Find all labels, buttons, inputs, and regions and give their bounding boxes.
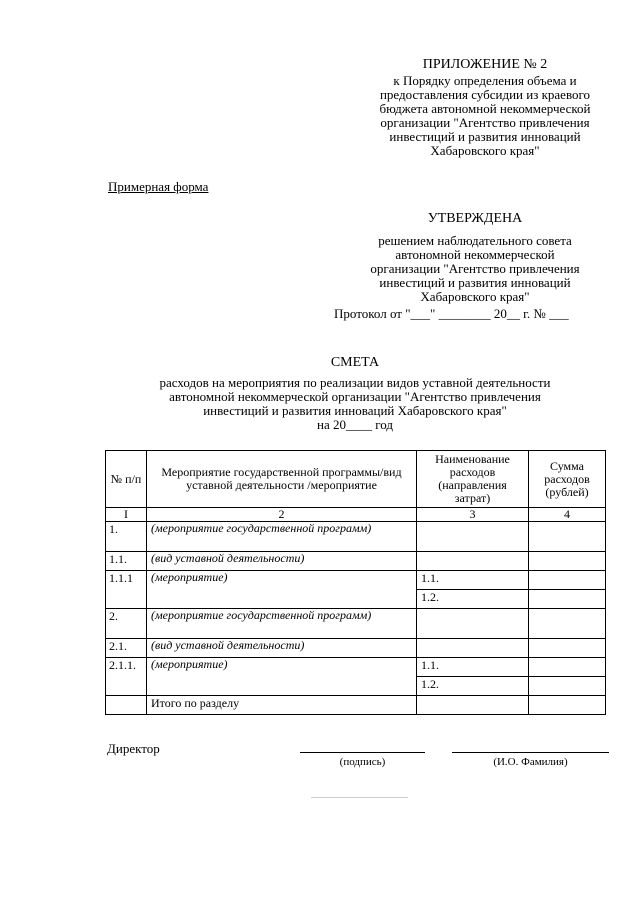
- table-row: [106, 639, 606, 658]
- total-row: [106, 696, 606, 715]
- estimate-heading: [110, 356, 600, 432]
- estimate-title: СМЕТА: [330, 355, 380, 370]
- sum-cell: [529, 571, 606, 590]
- expense-cell: 1.2.: [417, 590, 529, 609]
- expense-cell: 1.1.: [417, 571, 529, 590]
- row-number: 2.1.1.: [106, 658, 147, 696]
- row-number: 1.: [106, 522, 147, 552]
- row-event: (мероприятие государственной программ): [147, 522, 417, 552]
- row-event: (мероприятие): [147, 571, 417, 609]
- table-row: [106, 571, 606, 590]
- approval-line: организации "Агентство привлечения: [370, 261, 580, 276]
- annex-line: инвестиций и развития инноваций: [389, 129, 581, 144]
- sample-form-label: Примерная форма: [108, 179, 209, 194]
- estimate-line: инвестиций и развития инноваций Хабаровского края": [203, 403, 507, 418]
- approval-line: автономной некоммерческой: [395, 247, 555, 262]
- row-event: (вид уставной деятельности): [147, 552, 417, 571]
- protocol-line: Протокол от "___" ________ 20__ г. № ___: [334, 306, 569, 321]
- table-row: [106, 658, 606, 677]
- index-cell: 4: [529, 508, 606, 522]
- annex-title: ПРИЛОЖЕНИЕ № 2: [422, 57, 548, 72]
- annex-line: бюджета автономной некоммерческой: [379, 101, 591, 116]
- header-num: № п/п: [106, 451, 147, 508]
- index-cell: 2: [147, 508, 417, 522]
- sum-cell: [529, 696, 606, 715]
- sum-cell: [529, 552, 606, 571]
- name-caption: (И.О. Фамилия): [493, 756, 568, 768]
- sum-cell: [529, 609, 606, 639]
- row-event: (мероприятие): [147, 658, 417, 696]
- sum-cell: [529, 590, 606, 609]
- sum-cell: [529, 677, 606, 696]
- sum-cell: [529, 522, 606, 552]
- signature-line: [300, 752, 425, 753]
- row-number: [106, 696, 147, 715]
- row-number: 2.1.: [106, 639, 147, 658]
- row-event: (мероприятие государственной программ): [147, 609, 417, 639]
- table-row: [106, 552, 606, 571]
- row-number: 2.: [106, 609, 147, 639]
- estimate-table: [105, 450, 606, 715]
- sum-cell: [529, 639, 606, 658]
- expense-cell: [417, 609, 529, 639]
- table-row: [106, 522, 606, 552]
- sum-cell: [529, 658, 606, 677]
- table-row: [106, 609, 606, 639]
- annex-line: к Порядку определения объема и: [393, 73, 577, 88]
- approval-block: [345, 212, 605, 304]
- approval-title: УТВЕРЖДЕНА: [427, 211, 523, 226]
- expense-cell: 1.2.: [417, 677, 529, 696]
- index-row: [106, 508, 606, 522]
- row-number: 1.1.1: [106, 571, 147, 609]
- header-sum: Сумма расходов (рублей): [529, 451, 606, 508]
- estimate-line: расходов на мероприятия по реализации видов уставной деятельности: [159, 375, 551, 390]
- annex-header: [355, 58, 615, 158]
- name-line: [452, 752, 609, 753]
- annex-line: Хабаровского края": [430, 143, 540, 158]
- expense-cell: 1.1.: [417, 658, 529, 677]
- estimate-line: на 20____ год: [317, 417, 393, 432]
- expense-cell: [417, 552, 529, 571]
- row-event: (вид уставной деятельности): [147, 639, 417, 658]
- footer-divider: [311, 797, 408, 798]
- index-cell: 3: [417, 508, 529, 522]
- approval-line: решением наблюдательного совета: [378, 233, 572, 248]
- annex-line: предоставления субсидии из краевого: [379, 87, 591, 102]
- header-expense: Наименование расходов (направления затрат): [417, 451, 529, 508]
- total-label: Итого по разделу: [147, 696, 417, 715]
- annex-line: организации "Агентство привлечения: [380, 115, 590, 130]
- index-cell: I: [106, 508, 147, 522]
- director-label: Директор: [107, 741, 160, 756]
- approval-line: Хабаровского края": [420, 289, 530, 304]
- estimate-line: автономной некоммерческой организации "Агентство привлечения: [169, 389, 541, 404]
- expense-cell: [417, 696, 529, 715]
- approval-line: инвестиций и развития инноваций: [379, 275, 571, 290]
- expense-cell: [417, 639, 529, 658]
- header-event: Мероприятие государственной программы/вид уставной деятельности /мероприятие: [147, 451, 417, 508]
- signature-caption: (подпись): [339, 756, 386, 768]
- expense-cell: [417, 522, 529, 552]
- row-number: 1.1.: [106, 552, 147, 571]
